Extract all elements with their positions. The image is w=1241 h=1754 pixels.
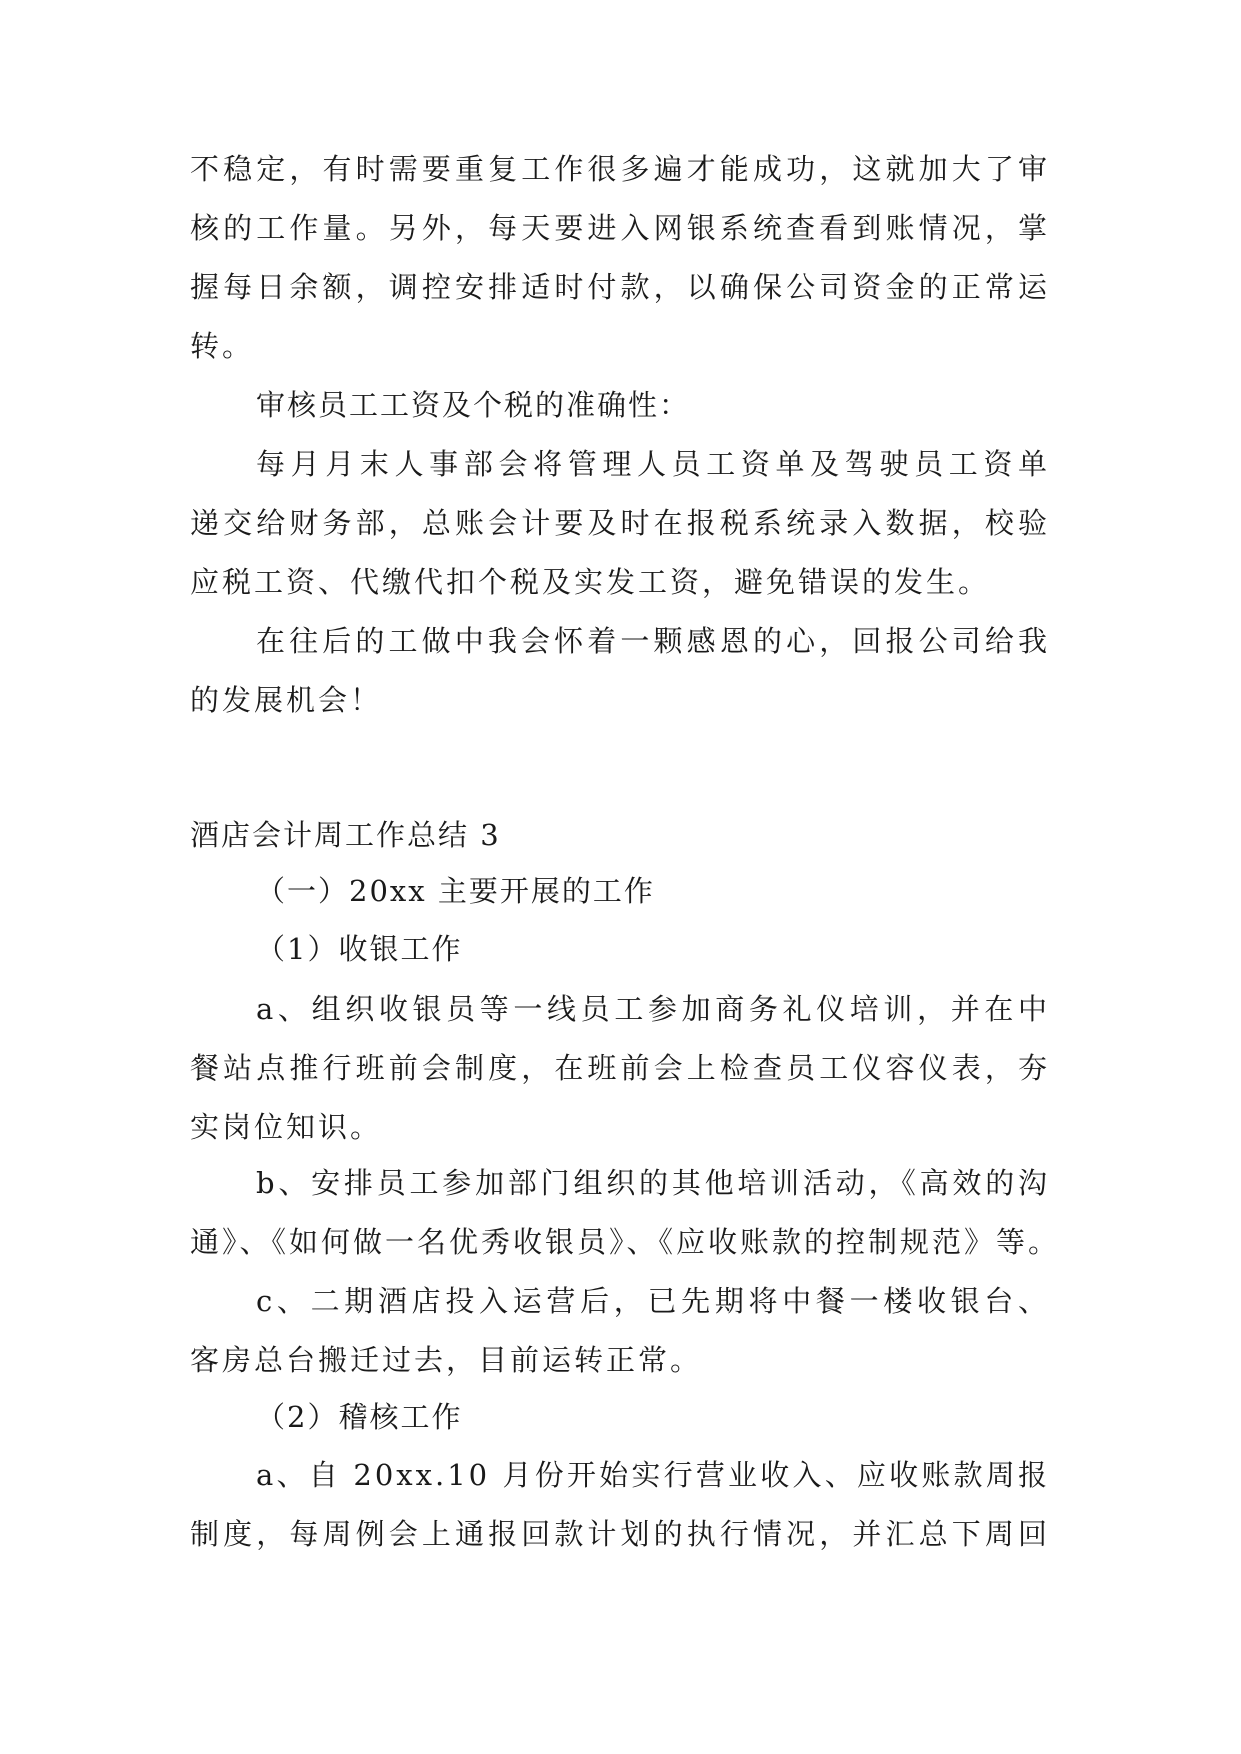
paragraph-line: 递交给财务部，总账会计要及时在报税系统录入数据，校验 xyxy=(190,506,1050,540)
salary-review-title: 审核员工工资及个税的准确性： xyxy=(256,388,691,422)
paragraph-item-1b xyxy=(190,1154,1061,1272)
paragraph-line: 每月月末人事部会将管理人员工资单及驾驶员工资单 xyxy=(256,447,1050,481)
paragraph-line: a、组织收银员等一线员工参加商务礼仪培训，并在中 xyxy=(256,992,1050,1026)
subsection-title: （一）20xx 主要开展的工作 xyxy=(256,874,655,908)
paragraph-line: 转。 xyxy=(190,329,255,363)
paragraph-line: c、二期酒店投入运营后，已先期将中餐一楼收银台、 xyxy=(256,1284,1050,1318)
paragraph-line: 在往后的工做中我会怀着一颗感恩的心，回报公司给我 xyxy=(256,624,1050,658)
paragraph-bank-review xyxy=(190,140,1050,376)
paragraph-line: a、自 20xx.10 月份开始实行营业收入、应收账款周报 xyxy=(256,1458,1050,1492)
paragraph-line: 不稳定，有时需要重复工作很多遍才能成功，这就加大了审 xyxy=(190,152,1050,186)
paragraph-item-1a xyxy=(190,980,1050,1157)
item-cashier-title: （1）收银工作 xyxy=(256,932,463,966)
paragraph-line: 通》、《如何做一名优秀收银员》、《应收账款的控制规范》等。 xyxy=(190,1225,1061,1259)
paragraph-line: 制度，每周例会上通报回款计划的执行情况，并汇总下周回 xyxy=(190,1517,1050,1551)
paragraph-line: 客房总台搬迁过去，目前运转正常。 xyxy=(190,1343,703,1377)
paragraph-future xyxy=(190,553,1050,730)
paragraph-line: 餐站点推行班前会制度，在班前会上检查员工仪容仪表，夯 xyxy=(190,1051,1050,1085)
paragraph-item-1c xyxy=(190,1272,1050,1390)
paragraph-line: b、安排员工参加部门组织的其他培训活动，《高效的沟 xyxy=(256,1166,1050,1200)
section-title: 酒店会计周工作总结 3 xyxy=(190,818,501,852)
paragraph-line: 应税工资、代缴代扣个税及实发工资，避免错误的发生。 xyxy=(190,565,991,599)
paragraph-line: 核的工作量。另外，每天要进入网银系统查看到账情况，掌 xyxy=(190,211,1050,245)
paragraph-item-2a xyxy=(190,1446,1050,1564)
item-audit-title: （2）稽核工作 xyxy=(256,1400,463,1434)
paragraph-line: 握每日余额，调控安排适时付款，以确保公司资金的正常运 xyxy=(190,270,1050,304)
paragraph-line: 的发展机会！ xyxy=(190,683,383,717)
paragraph-line: 实岗位知识。 xyxy=(190,1110,383,1144)
